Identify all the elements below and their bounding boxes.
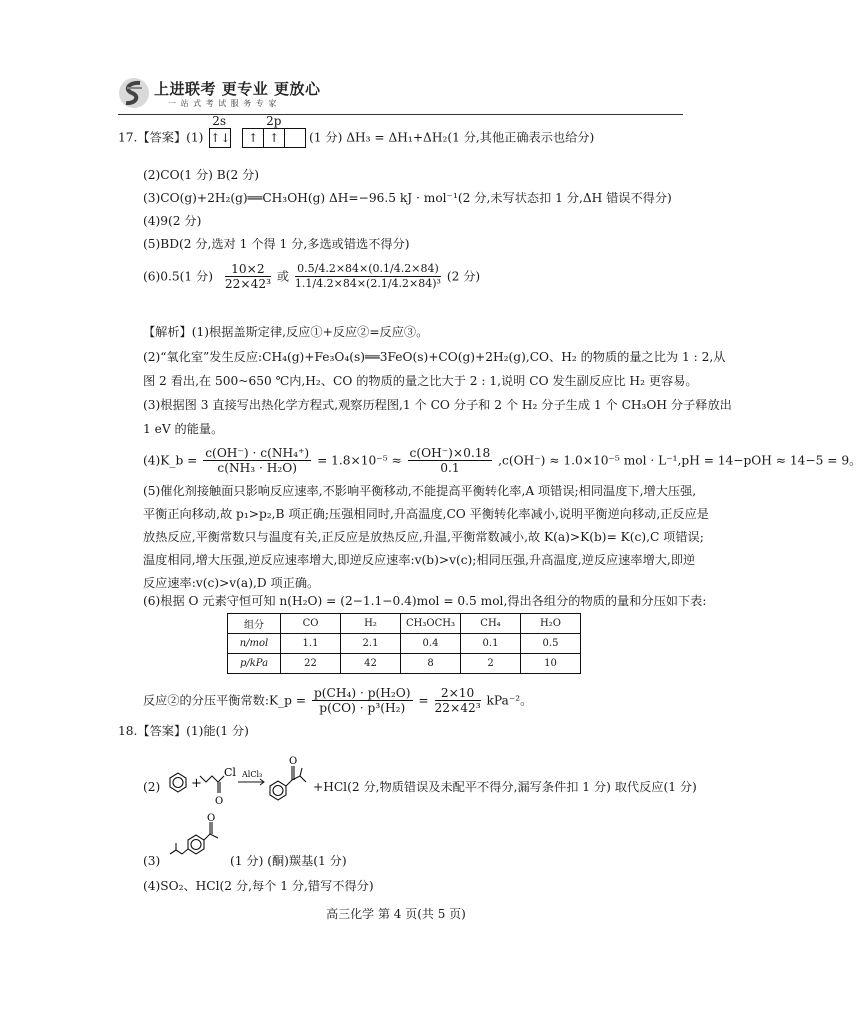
- fraction-denominator: 0.1: [440, 461, 460, 475]
- fraction-numerator: c(OH⁻)×0.18: [409, 446, 491, 460]
- orbital-2p: [242, 114, 305, 148]
- q17-part6-fraction-1: [225, 262, 271, 291]
- fraction-numerator: p(CH₄) · p(H₂O): [313, 686, 411, 700]
- table-row: [228, 654, 581, 674]
- orbital-2s-box: ↑↓: [209, 128, 231, 148]
- q18-part3-tail: (1 分) (酮)羰基(1 分): [230, 854, 347, 868]
- table-cell: 0.1: [461, 634, 521, 654]
- kp-fraction-2: [435, 686, 481, 715]
- table-header-cell: CO: [281, 614, 341, 634]
- analysis5-line-3: 放热反应,平衡常数只与温度有关,正反应是放热反应,升温,平衡常数减小,故 K(a)>K(b)= K(c),C 项错误;: [143, 530, 704, 544]
- table-header-row: [228, 614, 581, 634]
- table-cell: 2: [461, 654, 521, 674]
- reagent-o: O: [215, 796, 224, 807]
- q18-part1: 18.【答案】(1)能(1 分): [118, 724, 249, 738]
- fraction-numerator: 10×2: [225, 262, 271, 277]
- table-cell: n/mol: [228, 634, 281, 654]
- analysis5-line-1: (5)催化剂接触面只影响反应速率,不影响平衡移动,不能提高平衡转化率,A 项错误;相同温度下,增大压强,: [143, 484, 697, 498]
- table-header-cell: CH₃OCH₃: [401, 614, 461, 634]
- kb-fraction-1: [203, 446, 311, 475]
- q18-part2-tail: +HCl(2 分,物质错误及未配平不得分,漏写条件扣 1 分) 取代反应(1 分): [313, 780, 697, 794]
- analysis6-line: (6)根据 O 元素守恒可知 n(H₂O) = (2−1.1−0.4)mol = 0.5 mol,得出各组分的物质的量和分压如下表:: [143, 594, 707, 608]
- orbital-2s-label: 2s: [212, 114, 227, 128]
- table-row: [228, 634, 581, 654]
- analysis-line-5: 1 eV 的能量。: [143, 422, 224, 436]
- catalyst-label: AlCl₃: [242, 770, 263, 779]
- orbital-2p-box-3: [284, 128, 306, 148]
- ketone-o: O: [207, 813, 216, 824]
- q17-part6-or: 或: [276, 269, 290, 284]
- brand-slogan: 上进联考 更专业 更放心: [154, 80, 321, 98]
- analysis5-line-4: 温度相同,增大压强,逆反应速率增大,即逆反应速率:v(b)>v(c);相同压强,升高温度,逆反应速率增大,即逆: [143, 553, 696, 567]
- fraction-denominator: 22×42³: [224, 277, 271, 291]
- svg-text:+: +: [191, 776, 202, 791]
- kp-prefix: 反应②的分压平衡常数:K_p =: [143, 693, 307, 708]
- table-cell: 8: [401, 654, 461, 674]
- kb-fraction-2: [408, 446, 493, 475]
- analysis5-line-5: 反应速率:v(c)>v(a),D 项正确。: [143, 576, 320, 590]
- table-cell: 2.1: [341, 634, 401, 654]
- q17-part6-prefix: (6)0.5(1 分): [143, 269, 213, 284]
- page-footer: 高三化学 第 4 页(共 5 页): [326, 907, 466, 921]
- q17-part1: [118, 114, 595, 148]
- table-cell: 22: [281, 654, 341, 674]
- kb-prefix: (4)K_b =: [143, 453, 198, 468]
- analysis-line-4: (3)根据图 3 直接写出热化学方程式,观察历程图,1 个 CO 分子和 2 个 H₂ 分子生成 1 个 CH₃OH 分子释放出: [143, 398, 732, 412]
- friedel-crafts-reaction-scheme: [160, 752, 320, 812]
- q17-part6-fraction-2: [295, 262, 441, 291]
- q17-part6: [143, 262, 480, 291]
- header-divider: [118, 114, 683, 115]
- table-cell: 42: [341, 654, 401, 674]
- kp-eq: =: [418, 693, 429, 708]
- benzene-ring-icon: [170, 773, 186, 792]
- analysis5-line-2: 平衡正向移动,故 p₁>p₂,B 项正确;压强相同时,升高温度,CO 平衡转化率减小,说明平衡逆向移动,正反应是: [143, 507, 709, 521]
- kp-tail: kPa⁻²。: [486, 693, 533, 708]
- q18-part2-prefix: (2): [143, 780, 161, 794]
- fraction-numerator: 2×10: [435, 686, 481, 701]
- table-header-cell: 组分: [228, 614, 281, 634]
- q17-label: 17.【答案】(1): [118, 130, 204, 145]
- q17-part5: (5)BD(2 分,选对 1 个得 1 分,多选或错选不得分): [143, 237, 410, 251]
- orbital-2p-box-1: ↑: [242, 128, 264, 148]
- brand-logo-icon: [118, 76, 150, 110]
- brand-tagline: 一 站 式 考 试 服 务 专 家: [168, 99, 278, 108]
- kb-equation: [143, 446, 861, 475]
- analysis-line-3: 图 2 看出,在 500~650 ℃内,H₂、CO 的物质的量之比大于 2 : 1,说明 CO 发生副反应比 H₂ 更容易。: [143, 374, 698, 388]
- table-cell: 0.5: [521, 634, 581, 654]
- fraction-denominator: p(CO) · p³(H₂): [319, 701, 406, 715]
- q18-part4: (4)SO₂、HCl(2 分,每个 1 分,错写不得分): [143, 879, 374, 893]
- q17-part6-tail: (2 分): [446, 269, 481, 284]
- orbital-2s: [209, 114, 231, 148]
- page-header: [118, 74, 321, 114]
- table-header-cell: H₂O: [521, 614, 581, 634]
- kp-equation: [143, 686, 532, 715]
- table-header-cell: H₂: [341, 614, 401, 634]
- reagent-cl: Cl: [224, 766, 236, 779]
- aryl-ketone-ring-icon: [188, 835, 204, 854]
- q18-part3-prefix: (3): [143, 854, 161, 868]
- fraction-numerator: c(OH⁻) · c(NH₄⁺): [205, 446, 310, 460]
- orbital-2p-label: 2p: [266, 114, 282, 128]
- kb-mid: = 1.8×10⁻⁵ ≈: [317, 453, 402, 468]
- analysis-line-1: 【解析】(1)根据盖斯定律,反应①+反应②=反应③。: [143, 325, 429, 339]
- fraction-denominator: c(NH₃ · H₂O): [217, 461, 298, 475]
- q17-part1-tail: (1 分) ΔH₃ = ΔH₁+ΔH₂(1 分,其他正确表示也给分): [309, 130, 595, 145]
- fraction-numerator: 0.5/4.2×84×(0.1/4.2×84): [295, 262, 441, 277]
- product-o: O: [289, 756, 298, 767]
- kb-tail: ,c(OH⁻) ≈ 1.0×10⁻⁵ mol · L⁻¹,pH = 14−pOH ≈ 14−5 = 9。: [498, 453, 861, 468]
- orbital-2p-box-2: ↑: [263, 128, 285, 148]
- table-cell: 1.1: [281, 634, 341, 654]
- product-benzene-ring-icon: [270, 781, 286, 800]
- table-cell: 0.4: [401, 634, 461, 654]
- q17-part4: (4)9(2 分): [143, 214, 202, 228]
- ibuprofen-ketone-structure: [162, 812, 222, 868]
- fraction-denominator: 1.1/4.2×84×(2.1/4.2×84)³: [294, 277, 441, 290]
- table-cell: 10: [521, 654, 581, 674]
- kp-fraction-1: [312, 686, 413, 715]
- fraction-denominator: 22×42³: [434, 701, 481, 715]
- q17-part3: (3)CO(g)+2H₂(g)══CH₃OH(g) ΔH=−96.5 kJ · mol⁻¹(2 分,未写状态扣 1 分,ΔH 错误不得分): [143, 191, 672, 205]
- partial-pressure-table: [227, 613, 581, 674]
- table-cell: p/kPa: [228, 654, 281, 674]
- analysis-line-2: (2)“氧化室”发生反应:CH₄(g)+Fe₃O₄(s)══3FeO(s)+CO(g)+2H₂(g),CO、H₂ 的物质的量之比为 1 : 2,从: [143, 350, 726, 364]
- table-header-cell: CH₄: [461, 614, 521, 634]
- q17-part2: (2)CO(1 分) B(2 分): [143, 168, 260, 182]
